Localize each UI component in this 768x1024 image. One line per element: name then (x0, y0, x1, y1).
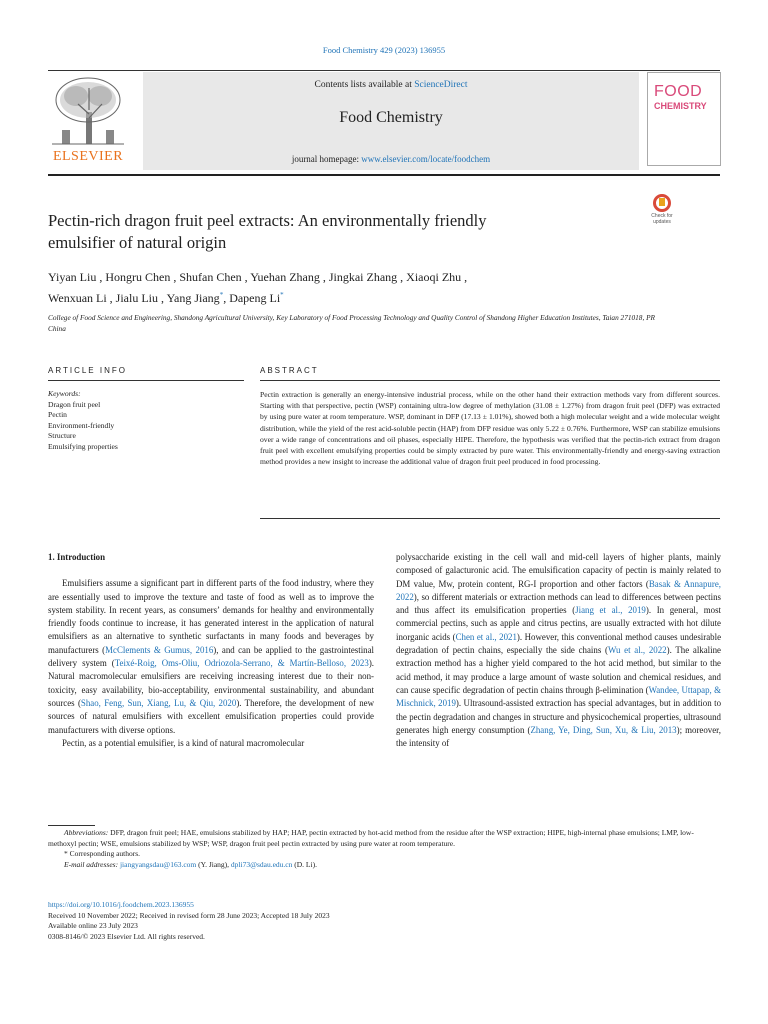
authors-line2-b: , Dapeng Li (223, 291, 281, 305)
journal-homepage-link[interactable]: www.elsevier.com/locate/foodchem (361, 154, 491, 164)
intro-paragraph-continued (396, 551, 721, 750)
authors-line2-a: Wenxuan Li , Jialu Liu , Yang Jiang (48, 291, 220, 305)
footnote-rule (48, 825, 95, 826)
body-text-run: ). Natural macromolecular emulsifiers are receiving increasing interest due to their non-toxicity, easy availability, bio-acceptability, environmental sustainability, and abundant sources ( (48, 658, 374, 708)
email-label: E-mail addresses: (64, 860, 119, 870)
abstract-bottom-rule (260, 518, 720, 519)
email-name-li: (D. Li). (292, 860, 317, 870)
abstract-text: Pectin extraction is generally an energy-intensive industrial process, while on the other hand their extraction methods vary from different sources. Starting with that perspective, pectin (WSP) containing ultra-low degree of methylation (31.08 ± 1.27%) from dragon fruit peel (DFP) was extracted by using pure water at room temperature. WSP, dominant in DFP (17.13 ± 1.01%), showed both a high molecular weight and a wide molecular weight distribution, while the yield of the rest acid-soluble pectin (HAP) from DFP residue was only 5.22 ± 0.76%. Furthermore, WSP can stabilize emulsions over a wide range of concentrations and oil phases, especially HIPE. Therefore, the hypothesis was verified that the pectin-rich extract from dragon fruit peel with excellent emulsifying properties could be simply extracted by pure water. This environmentally-friendly and energy-saving extraction method provides a new insight to increase the additional value of dragon fruit peel produced in food processing. (260, 390, 720, 467)
cover-food-word: FOOD (654, 83, 703, 100)
homepage-prefix: journal homepage: (291, 154, 362, 164)
citation-link[interactable]: Zhang, Ye, Ding, Sun, Xu, & Liu, 2013 (530, 724, 677, 735)
body-text-run: ), so different materials or extraction methods can lead to differences between pectins and thus affect its emulsification properties ( (396, 591, 721, 616)
body-text-run: Pectin, as a potential emulsifier, is a kind of natural macromolecular (62, 737, 305, 748)
keyword-item: Dragon fruit peel (48, 399, 101, 409)
body-text-run: ). Ultrasound-assisted extraction has special advantages, but in addition to the pectin degradation and changes in structure and physicochemical properties, ultrasound generates high energy consumption ( (396, 698, 722, 735)
citation-link[interactable]: Basak & Annapure, 2022 (396, 578, 721, 602)
citation-link[interactable]: Jiang et al., 2019 (575, 605, 646, 616)
author-list (48, 268, 688, 307)
received-dates: Received 10 November 2022; Received in revised form 28 June 2023; Accepted 18 July 2023 (48, 910, 330, 920)
email-name-jiang: (Y. Jiang), (196, 860, 231, 870)
authors-line1: Yiyan Liu , Hongru Chen , Shufan Chen , Yuehan Zhang , Jingkai Zhang , Xiaoqi Zhu , (48, 270, 468, 284)
email-link-jiang[interactable]: jiangyangsdau@163.com (119, 860, 197, 870)
body-column-left (48, 551, 374, 750)
keywords-block (48, 389, 248, 452)
footnotes (48, 828, 720, 871)
citation-link[interactable]: Teixé-Roig, Oms-Oliu, Odriozola-Serrano, & Martín-Belloso, 2023 (114, 658, 369, 669)
article-title-line2: emulsifier of natural origin (48, 233, 227, 252)
sciencedirect-link[interactable]: ScienceDirect (414, 80, 468, 90)
keyword-item: Structure (48, 431, 76, 440)
citation-link[interactable]: Wu et al., 2022 (607, 645, 667, 656)
header-top-rule (48, 70, 720, 71)
body-text-run: ); moreover, the intensity of (396, 724, 721, 749)
article-info-heading: ARTICLE INFO (48, 366, 127, 375)
contents-prefix: Contents lists available at (314, 80, 415, 90)
article-title-line1: Pectin-rich dragon fruit peel extracts: An environmentally friendly (48, 211, 487, 230)
cover-chemistry-word: CHEMISTRY (654, 101, 707, 111)
check-for-updates-badge[interactable] (644, 194, 680, 228)
corresponding-mark-li[interactable]: * (280, 291, 284, 299)
citation-link[interactable]: Shao, Feng, Sun, Xiang, Lu, & Qiu, 2020 (80, 697, 237, 708)
corresponding-footnote: * Corresponding authors. (64, 849, 141, 859)
body-text-run: ). Therefore, the development of new sources of natural emulsifiers with excellent emulsification properties could provide manufacturers with diverse options. (48, 697, 375, 735)
abbreviations-footnote (48, 828, 720, 849)
body-text-run: ). The alkaline extraction method has a higher yield compared to the hot acid method, but similar to the acid method, it may produce a large amount of waste solution and chemical residues, and can cause specific degradation of pectin chains through β-elimination ( (396, 645, 721, 695)
intro-paragraph-2 (48, 737, 374, 750)
abstract-heading: ABSTRACT (260, 366, 319, 375)
abbreviations-label: Abbreviations: (64, 828, 109, 837)
publication-info (48, 900, 720, 942)
intro-paragraph-1 (48, 577, 374, 737)
body-column-right (396, 551, 721, 750)
corresponding-mark-jiang[interactable]: * (219, 291, 224, 299)
article-title (48, 210, 608, 254)
section-heading-introduction: 1. Introduction (48, 552, 106, 562)
keyword-item: Pectin (48, 410, 67, 419)
doi-link[interactable]: https://doi.org/10.1016/j.foodchem.2023.136955 (48, 900, 194, 909)
available-online: Available online 23 July 2023 (48, 921, 138, 930)
journal-homepage-line (143, 154, 639, 164)
citation-link[interactable]: McClements & Gumus, 2016 (105, 644, 214, 655)
body-text-run: ). However, this conventional method causes undesirable degradation of pectin chains, especially the side chains ( (396, 631, 722, 656)
keyword-item: Emulsifying properties (48, 441, 118, 451)
abbreviations-text: DFP, dragon fruit peel; HAE, emulsions stabilized by HAP; HAP, pectin extracted by hot-acid method from the residue after the WSP extraction; HIPE, high-internal phase emulsions; LMP, low-methoxyl pectin; WSE, emulsions stabilized by WSP; WSP, dragon fruit peel pectin extracted by using pure water at room temperature. (48, 828, 694, 848)
header-bottom-rule (48, 174, 720, 176)
contents-available-line (143, 80, 639, 90)
elsevier-logo (48, 74, 128, 166)
citation-link[interactable]: Chen et al., 2021 (455, 631, 517, 642)
citation-link[interactable]: Wandee, Uttapap, & Mischnick, 2019 (396, 684, 721, 709)
check-updates-icon (653, 194, 671, 212)
journal-name: Food Chemistry (339, 109, 443, 126)
keyword-item: Environment-friendly (48, 420, 115, 430)
article-info-rule (48, 380, 244, 381)
abstract-top-rule (260, 380, 720, 381)
check-updates-label: Check for updates (651, 213, 673, 225)
authors-line2 (48, 286, 688, 307)
email-link-li[interactable]: dpli73@sdau.edu.cn (230, 860, 293, 870)
elsevier-tree-icon (48, 74, 128, 148)
elsevier-wordmark: ELSEVIER (52, 149, 124, 164)
body-text-run: ). In general, most commercial pectins, such as apple and citrus pectins, are usually extracted with hot dilute inorganic acids ( (396, 605, 721, 642)
copyright-line: 0308-8146/© 2023 Elsevier Ltd. All rights reserved. (48, 931, 205, 941)
affiliation: College of Food Science and Engineering, Shandong Agricultural University, Key Laboratory of Food Processing Technology and Quality Control of Shandong Higher Education Institutes, Taian 271018, PR China (48, 313, 656, 333)
keywords-label: Keywords: (48, 389, 81, 398)
body-text-run: Emulsifiers assume a significant part in different parts of the food industry, where they are essentially used to improve the texture and taste of food as well as to improve the system stability. In recent years, as consumers’ demands for healthy and environmentally friendly foods continue to increase, it has generated interest in the application of natural emulsifiers as an alternative to synthetic surfactants in many foods and beverages by manufacturers ( (48, 578, 374, 655)
journal-cover[interactable] (647, 72, 721, 166)
journal-reference[interactable]: Food Chemistry 429 (2023) 136955 (322, 45, 446, 55)
body-text-run: ), and can be applied to the gastrointestinal delivery system ( (48, 644, 374, 669)
body-text-run: polysaccharide existing in the cell wall and mid-cell layers of higher plants, mainly composed of galacturonic acid. The emulsification capacity of pectin is mainly related to DM value, Mw, protein content, RG-I proportion and other factors ( (396, 552, 721, 589)
email-footnote (48, 860, 720, 871)
